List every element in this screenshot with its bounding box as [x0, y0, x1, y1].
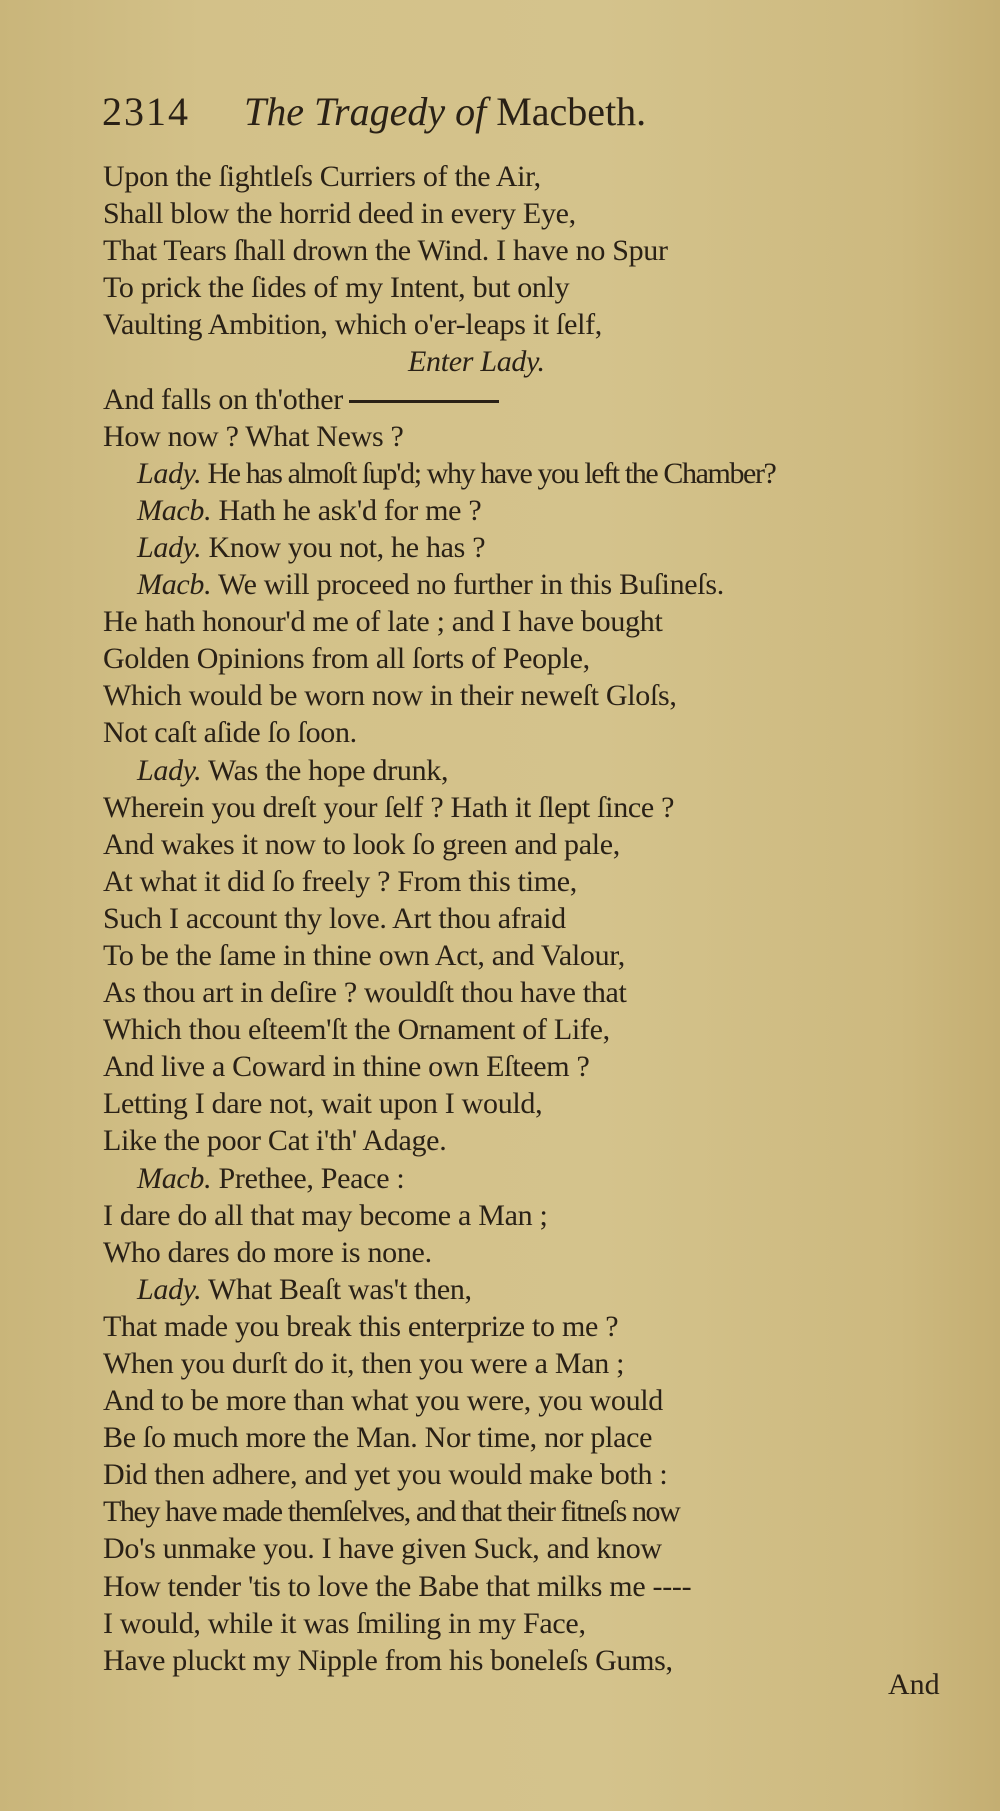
page-number: 2314: [102, 89, 190, 134]
line-text: Which would be worn now in their neweſt Gloſs,: [103, 679, 677, 713]
verse-line: [103, 714, 1000, 751]
speech-line: [103, 1160, 1000, 1197]
speaker-name: Macb.: [137, 493, 212, 527]
line-text: Know you not, he has ?: [201, 530, 486, 564]
stage-direction-text: Enter Lady.: [408, 345, 545, 379]
verse-line: [103, 1048, 1000, 1085]
verse-line: [103, 1456, 1000, 1493]
verse-line: [103, 863, 1000, 900]
verse-line: [103, 1234, 1000, 1271]
verse-line: [103, 195, 1000, 232]
line-text: Golden Opinions from all ſorts of People,: [103, 642, 590, 676]
speaker-name: Lady.: [137, 1272, 202, 1306]
line-text: He hath honour'd me of late ; and I have bought: [103, 605, 663, 639]
line-text: Was the hope drunk,: [201, 753, 449, 787]
verse-line: [103, 269, 1000, 306]
verse-line: [103, 1011, 1000, 1048]
verse-line: [103, 306, 1000, 343]
stage-direction: [103, 343, 1000, 380]
line-text: That Tears ſhall drown the Wind. I have no Spur: [103, 234, 668, 268]
speaker-name: Lady.: [137, 456, 202, 490]
line-text: They have made themſelves, and that their fitneſs now: [103, 1495, 680, 1529]
line-text: Hath he ask'd for me ?: [211, 493, 482, 527]
line-text: Who dares do more is none.: [103, 1235, 432, 1269]
verse-line: [103, 1382, 1000, 1419]
verse-line: [103, 418, 1000, 455]
em-dash-rule: [349, 400, 499, 403]
verse-line: [103, 900, 1000, 937]
verse-line: [103, 1642, 1000, 1679]
header-title-roman: Macbeth.: [496, 89, 647, 134]
line-text: Do's unmake you. I have given Suck, and know: [103, 1532, 662, 1566]
line-text: Prethee, Peace :: [211, 1161, 405, 1195]
line-text: He has almoſt ſup'd; why have you left the Chamber?: [201, 456, 776, 490]
speech-line: [103, 492, 1000, 529]
line-text: Have pluckt my Nipple from his boneleſs Gums,: [103, 1643, 673, 1677]
line-text: Such I account thy love. Art thou afraid: [103, 901, 566, 935]
line-text: Letting I dare not, wait upon I would,: [103, 1087, 543, 1121]
line-text: And falls on th'other: [103, 382, 343, 416]
verse-line: [103, 603, 1000, 640]
speaker-name: Macb.: [137, 1161, 212, 1195]
line-text: How now ? What News ?: [103, 419, 404, 453]
catchword: And: [888, 1668, 940, 1701]
verse-line: [103, 232, 1000, 269]
header-title-italic: The Tragedy of: [244, 89, 487, 134]
verse-line: [103, 1308, 1000, 1345]
line-text: How tender 'tis to love the Babe that milks me ----: [103, 1569, 692, 1603]
line-text: That made you break this enterprize to me ?: [103, 1309, 619, 1343]
verse-line: [103, 1085, 1000, 1122]
verse-line: [103, 974, 1000, 1011]
verse-line: [103, 1197, 1000, 1234]
line-text: Upon the ſightleſs Curriers of the Air,: [103, 160, 541, 193]
play-text: [103, 158, 1000, 1679]
speaker-name: Lady.: [137, 753, 202, 787]
line-text: Not caſt aſide ſo ſoon.: [103, 716, 357, 750]
speech-line: [103, 455, 1000, 492]
line-text: What Beaſt was't then,: [201, 1272, 472, 1306]
line-text: Which thou eſteem'ſt the Ornament of Life,: [103, 1013, 610, 1047]
verse-line: [103, 381, 1000, 418]
speech-line: [103, 1271, 1000, 1308]
verse-line: [103, 1530, 1000, 1567]
verse-line: [103, 1605, 1000, 1642]
verse-line: [103, 1122, 1000, 1159]
line-text: Wherein you dreſt your ſelf ? Hath it ſlept ſince ?: [103, 790, 675, 824]
line-text: We will proceed no further in this Buſineſs.: [211, 568, 724, 602]
line-text: To be the ſame in thine own Act, and Valour,: [103, 938, 625, 972]
line-text: Be ſo much more the Man. Nor time, nor place: [103, 1421, 653, 1455]
speech-line: [103, 752, 1000, 789]
line-text: And to be more than what you were, you would: [103, 1384, 664, 1418]
verse-line: [103, 937, 1000, 974]
speaker-name: Macb.: [137, 568, 212, 602]
line-text: I would, while it was ſmiling in my Face,: [103, 1606, 586, 1640]
verse-line: [103, 1345, 1000, 1382]
line-text: Shall blow the horrid deed in every Eye,: [103, 197, 576, 231]
verse-line: [103, 1493, 1000, 1530]
verse-line: [103, 1568, 1000, 1605]
line-text: And wakes it now to look ſo green and pale,: [103, 827, 620, 861]
speaker-name: Lady.: [137, 530, 202, 564]
line-text: As thou art in deſire ? wouldſt thou have that: [103, 976, 627, 1010]
verse-line: [103, 826, 1000, 863]
verse-line: [103, 677, 1000, 714]
verse-line: [103, 1419, 1000, 1456]
line-text: Vaulting Ambition, which o'er-leaps it ſelf,: [103, 308, 603, 342]
verse-line: [103, 640, 1000, 677]
verse-line: [103, 789, 1000, 826]
running-header: [102, 88, 646, 135]
line-text: And live a Coward in thine own Eſteem ?: [103, 1050, 590, 1084]
line-text: To prick the ſides of my Intent, but only: [103, 271, 570, 305]
line-text: Did then adhere, and yet you would make both :: [103, 1458, 668, 1492]
line-text: Like the poor Cat i'th' Adage.: [103, 1124, 447, 1158]
speech-line: [103, 566, 1000, 603]
line-text: I dare do all that may become a Man ;: [103, 1198, 548, 1232]
speech-line: [103, 529, 1000, 566]
line-text: When you durſt do it, then you were a Man ;: [103, 1347, 625, 1380]
line-text: At what it did ſo freely ? From this time,: [103, 864, 577, 898]
verse-line: [103, 158, 1000, 195]
